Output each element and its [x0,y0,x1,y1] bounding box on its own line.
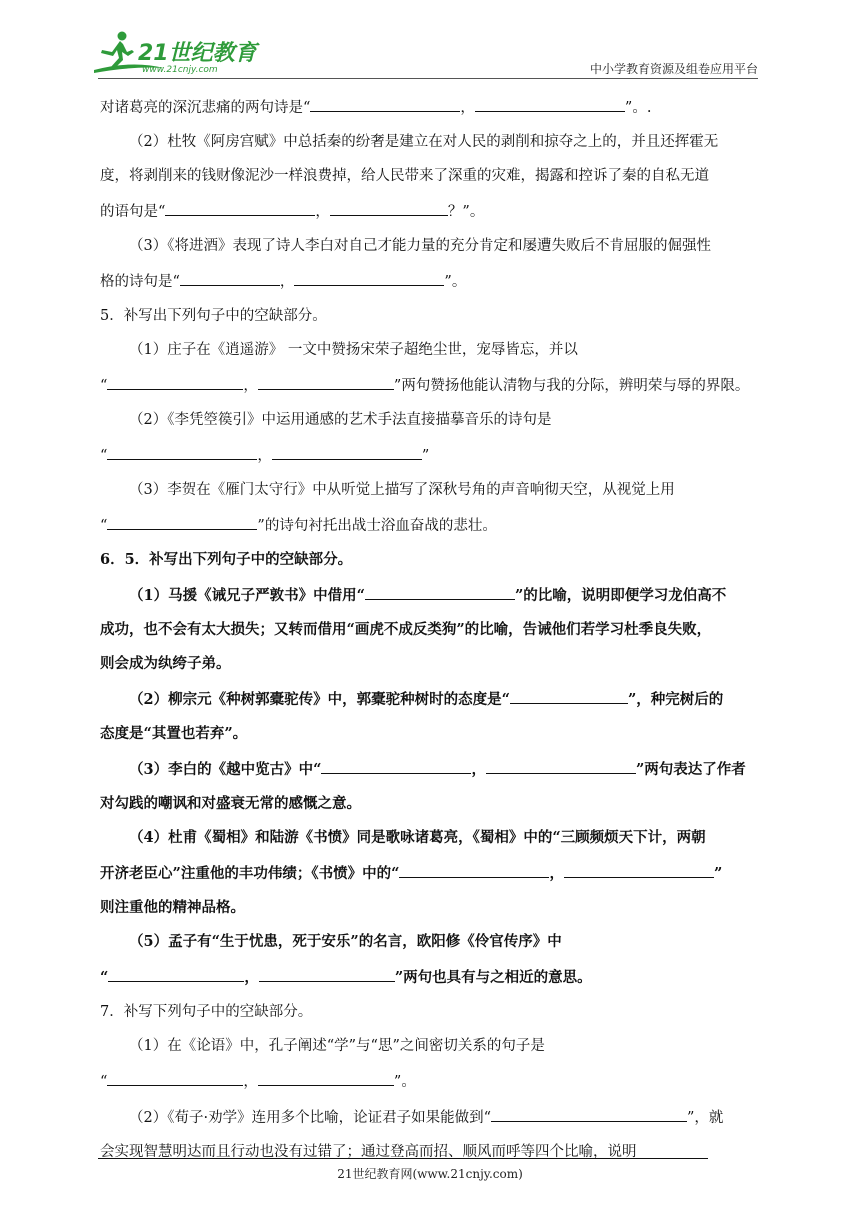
line-text: ， [549,865,564,882]
fill-in-blank[interactable] [321,758,471,774]
line-text: 态度是“其置也若弃”。 [100,725,248,742]
runner-logo-icon [92,30,272,76]
fill-in-blank[interactable] [294,270,444,286]
text-line [100,200,760,222]
text-line [100,514,760,536]
fill-in-blank[interactable] [272,444,422,460]
text-line [100,584,760,606]
line-text: （1）马援《诫兄子严敦书》中借用“ [129,587,365,604]
header-divider [98,78,758,79]
text-line [100,688,760,710]
text-line [100,862,760,884]
line-text: 对诸葛亮的深沉悲痛的两句诗是“ [100,100,311,116]
text-line [100,654,760,674]
text-line [100,166,760,186]
line-text: ”两句赞扬他能认清物与我的分际，辨明荣与辱的界限。 [393,378,750,394]
line-text: （3）《将进酒》表现了诗人李白对自己才能力量的充分肯定和屡遭失败后不肯屈服的倔强性 [129,238,711,254]
line-text: （2）柳宗元《种树郭橐驼传》中，郭橐驼种树时的态度是“ [129,691,510,708]
line-text: ”两句表达了作者 [635,761,746,778]
text-line [100,236,760,256]
line-text: （2）杜牧《阿房宫赋》中总括秦的纷奢是建立在对人民的剥削和掠夺之上的，并且还挥霍无 [129,134,719,150]
fill-in-blank[interactable] [510,688,628,704]
logo-sub-text: www.21cnjy.com [142,65,218,75]
line-text: ”。 [393,1074,416,1090]
line-text: （5）孟子有“生于忧患，死于安乐”的名言，欧阳修《伶官传序》中 [129,933,562,950]
text-line [100,1070,760,1092]
text-line [100,1002,760,1022]
text-line [100,794,760,814]
line-text: ” [713,865,723,882]
line-text: ”。. [624,100,652,116]
fill-in-blank[interactable] [399,862,549,878]
text-line [100,724,760,744]
fill-in-blank[interactable] [365,584,515,600]
text-line [100,132,760,152]
page-footer: 21世纪教育网(www.21cnjy.com) [337,1167,523,1181]
text-line [100,966,760,988]
fill-in-blank[interactable] [107,514,257,530]
line-text: （1）庄子在《逍遥游》 一文中赞扬宋荣子超绝尘世，宠辱皆忘，并以 [129,342,578,358]
line-text: （2）《李凭箜篌引》中运用通感的艺术手法直接描摹音乐的诗句是 [129,412,552,428]
line-text: “ [100,518,108,534]
line-text: （4）杜甫《蜀相》和陆游《书愤》同是歌咏诸葛亮，《蜀相》中的“三顾频烦天下计，两朝 [129,829,706,846]
line-text: “ [100,378,108,394]
line-text: 对勾践的嘲讽和对盛衰无常的感慨之意。 [100,795,361,812]
line-text: ， [257,448,272,464]
logo-main-text: 21世纪教育 [138,41,257,66]
page-header [0,0,860,80]
text-line [100,898,760,918]
fill-in-blank[interactable] [258,1070,394,1086]
line-text: ”，种完树后的 [627,691,724,708]
platform-name: 中小学教育资源及组卷应用平台 [589,62,758,76]
text-line [100,306,760,326]
text-line [100,270,760,292]
fill-in-blank[interactable] [491,1106,687,1122]
text-line [100,932,760,952]
line-text: ， [243,378,258,394]
text-line [100,410,760,430]
line-text: ， [471,761,486,778]
line-text: （3）李贺在《雁门太守行》中从听觉上描写了深秋号角的声音响彻天空，从视觉上用 [129,482,675,498]
fill-in-blank[interactable] [165,200,315,216]
line-text: ？”。 [447,204,485,220]
text-line [100,828,760,848]
line-text: （1）在《论语》中，孔子阐述“学”与“思”之间密切关系的句子是 [129,1038,545,1054]
site-logo [92,30,272,76]
line-text: 的语句是“ [100,204,166,220]
line-text: （3）李白的《越中览古》中“ [129,761,322,778]
fill-in-blank[interactable] [108,966,244,982]
text-line [100,550,760,570]
line-text: ， [460,100,475,116]
line-text: （2）《荀子·劝学》连用多个比喻，论证君子如果能做到“ [129,1110,491,1126]
line-text: 格的诗句是“ [100,274,180,290]
line-text: ”，就 [687,1110,724,1126]
text-line [100,340,760,360]
line-text: 开济老臣心”注重他的丰功伟绩；《书愤》中的“ [100,865,400,882]
text-line [100,374,760,396]
line-text: “ [100,448,108,464]
line-text: ， [244,969,259,986]
footer-divider [98,1158,708,1159]
fill-in-blank[interactable] [107,444,257,460]
fill-in-blank[interactable] [107,1070,243,1086]
text-line [100,1036,760,1056]
line-text: 则注重他的精神品格。 [100,899,245,916]
fill-in-blank[interactable] [107,374,243,390]
line-text: 会实现智慧明达而且行动也没有过错了；通过登高而招、顺风而呼等四个比喻，说明 [100,1144,637,1160]
line-text: ”的诗句衬托出战士浴血奋战的悲壮。 [257,518,497,534]
line-text: ， [243,1074,258,1090]
fill-in-blank[interactable] [180,270,280,286]
text-line [100,1106,760,1128]
line-text: 7．补写下列句子中的空缺部分。 [100,1004,313,1020]
text-line [100,1142,760,1162]
fill-in-blank[interactable] [259,966,395,982]
fill-in-blank[interactable] [475,96,625,112]
line-text: 6．5．补写出下列句子中的空缺部分。 [100,551,353,568]
text-line [100,480,760,500]
document-body [100,96,760,1176]
line-text: 则会成为纨绔子弟。 [100,655,231,672]
text-line [100,444,760,466]
line-text: ”。 [444,274,467,290]
fill-in-blank[interactable] [564,862,714,878]
line-text: 成功，也不会有太大损失；又转而借用“画虎不成反类狗”的比喻，告诫他们若学习杜季良失败， [100,621,712,638]
line-text: 度，将剥削来的钱财像泥沙一样浪费掉，给人民带来了深重的灾难，揭露和控诉了秦的自私无道 [100,168,709,184]
line-text: ”的比喻，说明即便学习龙伯高不 [514,587,727,604]
fill-in-blank[interactable] [258,374,394,390]
line-text: “ [100,1074,108,1090]
fill-in-blank[interactable] [330,200,448,216]
line-text: “ [100,969,109,986]
line-text: ， [315,204,330,220]
text-line [100,758,760,780]
line-text: 5．补写出下列句子中的空缺部分。 [100,308,327,324]
fill-in-blank[interactable] [310,96,460,112]
text-line [100,620,760,640]
fill-in-blank[interactable] [486,758,636,774]
line-text: ， [279,274,295,290]
text-line [100,96,760,118]
line-text: ” [421,448,430,464]
line-text: ”两句也具有与之相近的意思。 [394,969,592,986]
